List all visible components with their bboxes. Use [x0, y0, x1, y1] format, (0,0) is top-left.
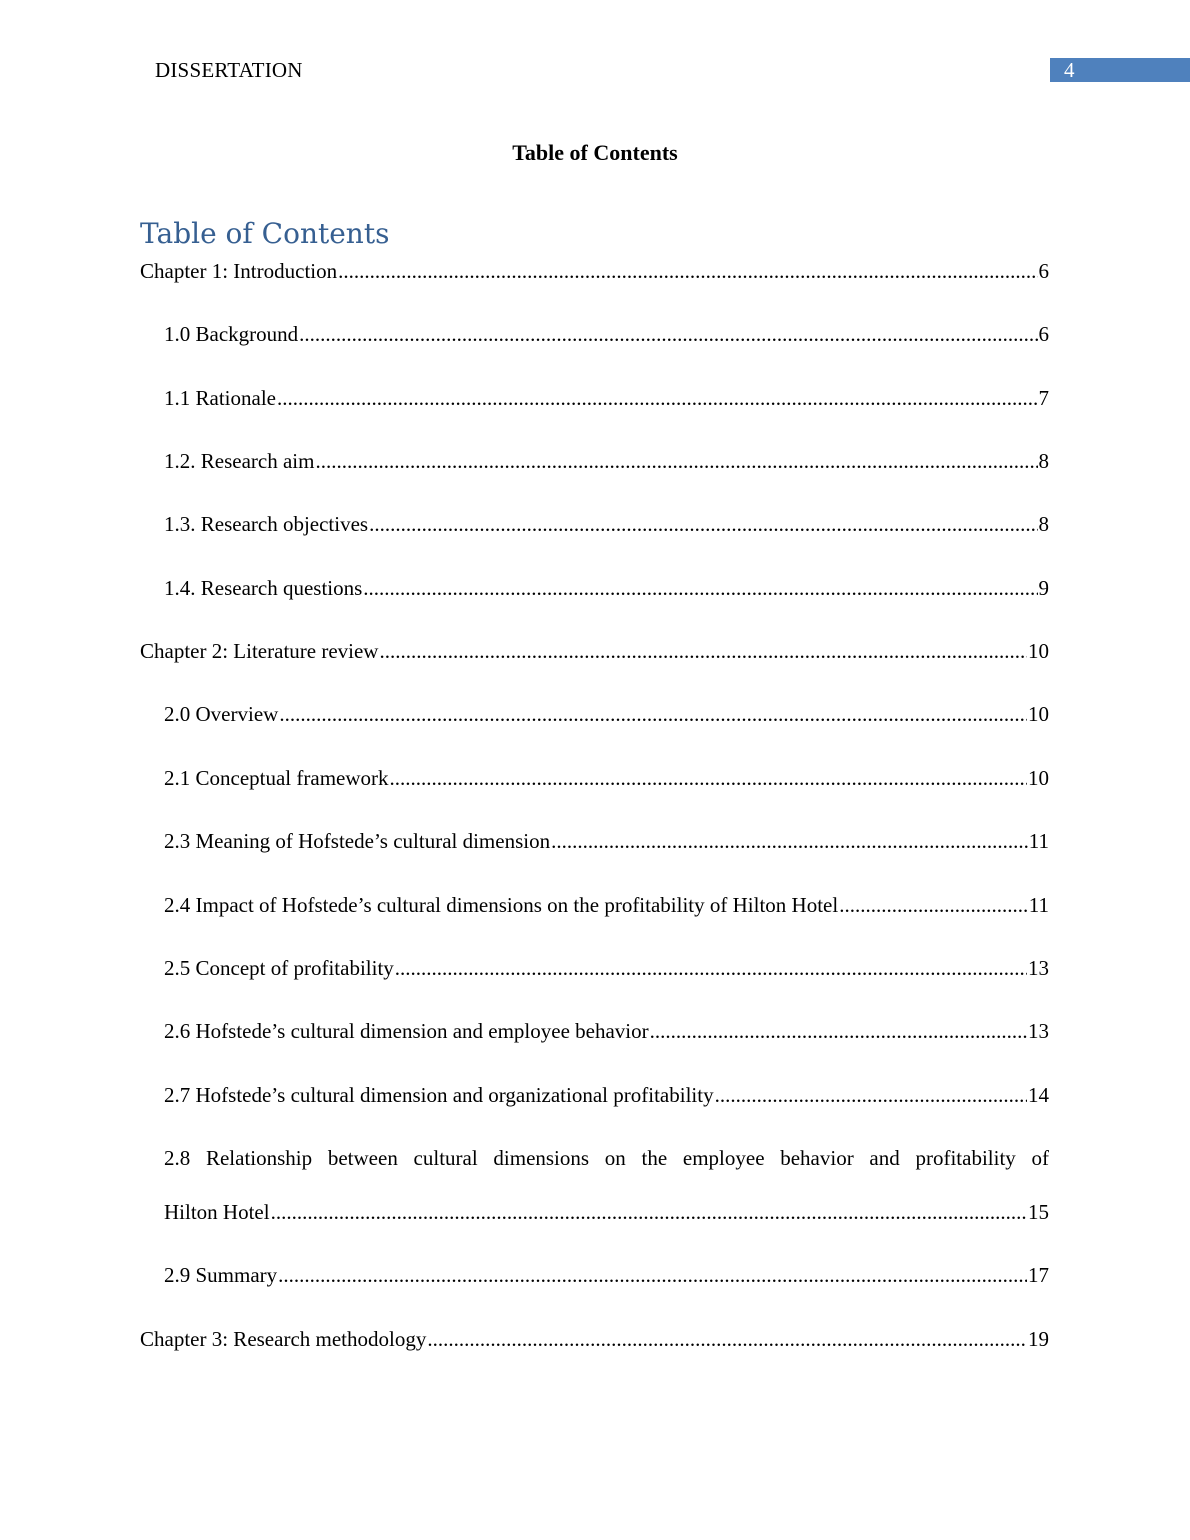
toc-entry-label: 1.2. Research aim [164, 449, 315, 473]
toc-entry[interactable] [140, 257, 1049, 285]
running-title: DISSERTATION [155, 58, 303, 82]
toc-entry-page: 15 [1028, 1200, 1049, 1224]
toc-entry[interactable] [164, 574, 1049, 602]
toc-entry[interactable] [140, 1325, 1049, 1353]
toc-entry-page: 17 [1028, 1263, 1049, 1287]
page-number: 4 [1064, 58, 1075, 82]
toc-entry-page: 8 [1038, 449, 1049, 473]
toc-dot-leader [279, 700, 1027, 728]
toc-entry-page: 10 [1028, 766, 1049, 790]
toc-dot-leader [277, 384, 1038, 412]
toc-entry-page: 10 [1028, 639, 1049, 663]
toc-entry[interactable] [164, 320, 1049, 348]
toc-dot-leader [395, 954, 1027, 982]
toc-entry-page: 19 [1028, 1327, 1049, 1351]
toc-entry[interactable] [164, 1081, 1049, 1109]
toc-entry-page: 6 [1038, 259, 1049, 283]
toc-entry[interactable] [164, 954, 1049, 982]
toc-entry-label-line2: Hilton Hotel [164, 1200, 270, 1224]
toc-entry-label: Chapter 3: Research methodology [140, 1327, 427, 1351]
toc-entry-label: 2.3 Meaning of Hofstede’s cultural dimension [164, 829, 551, 853]
toc-dot-leader [278, 1261, 1027, 1289]
toc-entry-page: 13 [1028, 1019, 1049, 1043]
toc-entry-label: 1.3. Research objectives [164, 512, 369, 536]
toc-dot-leader [715, 1081, 1027, 1109]
toc-dot-leader [650, 1017, 1027, 1045]
toc-dot-leader [363, 574, 1037, 602]
toc-heading: Table of Contents [140, 217, 390, 250]
toc-entry-label: 2.4 Impact of Hofstede’s cultural dimensions on the profitability of Hilton Hotel [164, 893, 839, 917]
toc-entry[interactable] [164, 891, 1049, 919]
toc-entry-page: 10 [1028, 702, 1049, 726]
toc-entry[interactable] [140, 637, 1049, 665]
toc-entry-label-line1: 2.8 Relationship between cultural dimensions on the employee behavior and profitability of [164, 1146, 1049, 1170]
toc-entry-page: 11 [1028, 829, 1049, 853]
toc-dot-leader [551, 827, 1028, 855]
toc-entry-page: 11 [1028, 893, 1049, 917]
toc-entry-page: 13 [1028, 956, 1049, 980]
toc-entry-label: Chapter 2: Literature review [140, 639, 379, 663]
toc-entry[interactable] [164, 827, 1049, 855]
toc-dot-leader [271, 1198, 1027, 1226]
toc-dot-leader [369, 510, 1037, 538]
toc-entry-label: 2.7 Hofstede’s cultural dimension and organizational profitability [164, 1083, 714, 1107]
toc-entry[interactable] [164, 447, 1049, 475]
toc-entry-label: 1.4. Research questions [164, 576, 363, 600]
toc-entry-label: 1.1 Rationale [164, 386, 276, 410]
page-number-bar [1050, 58, 1190, 82]
page-title: Table of Contents [512, 140, 678, 165]
toc-entry [164, 1198, 1049, 1226]
toc-dot-leader [427, 1325, 1027, 1353]
toc-entry-page: 9 [1038, 576, 1049, 600]
toc-entry-label: 2.0 Overview [164, 702, 279, 726]
toc-entry[interactable] [164, 510, 1049, 538]
toc-dot-leader [338, 257, 1037, 285]
toc-entry[interactable] [164, 764, 1049, 792]
toc-entry-page: 8 [1038, 512, 1049, 536]
toc-entry[interactable] [164, 1017, 1049, 1045]
toc-entry-page: 7 [1038, 386, 1049, 410]
toc-dot-leader [390, 764, 1027, 792]
toc-entry-label: 2.9 Summary [164, 1263, 278, 1287]
toc-entry-page: 14 [1028, 1083, 1049, 1107]
toc-entry-label: Chapter 1: Introduction [140, 259, 338, 283]
toc-entry-label: 2.5 Concept of profitability [164, 956, 394, 980]
toc-dot-leader [315, 447, 1037, 475]
toc-entry-label: 2.6 Hofstede’s cultural dimension and employee behavior [164, 1019, 649, 1043]
toc-dot-leader [299, 320, 1037, 348]
toc-dot-leader [839, 891, 1028, 919]
toc-entry-page: 6 [1038, 322, 1049, 346]
toc-entry-label: 2.1 Conceptual framework [164, 766, 389, 790]
toc-entry-label: 1.0 Background [164, 322, 299, 346]
toc-dot-leader [379, 637, 1027, 665]
toc-entry[interactable] [164, 1261, 1049, 1289]
toc-entry[interactable] [164, 384, 1049, 412]
toc-entry[interactable] [164, 700, 1049, 728]
